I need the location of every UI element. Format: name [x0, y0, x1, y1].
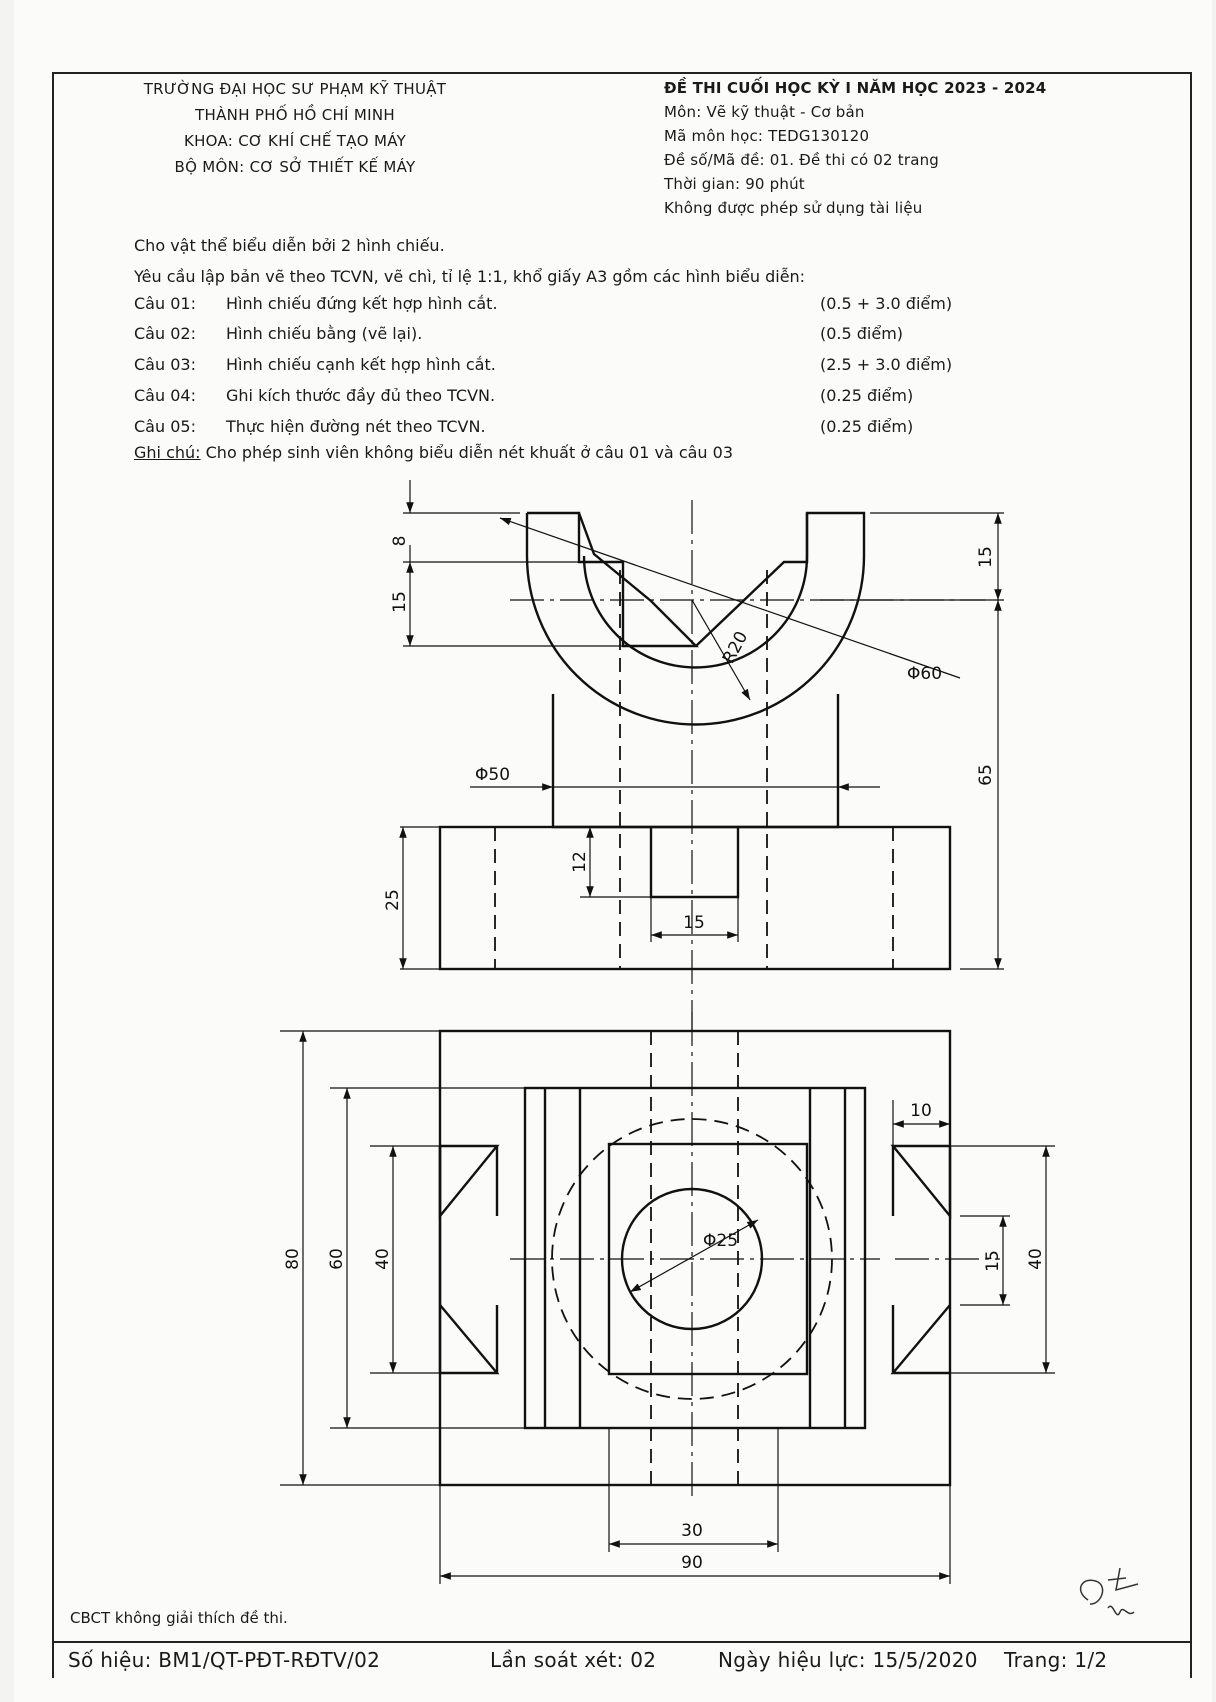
dim-40-right: 40: [1026, 1248, 1046, 1270]
top-view: [280, 1012, 1055, 1584]
question-number: Câu 03:: [134, 355, 196, 374]
question-points: (0.5 điểm): [820, 324, 904, 343]
dim-30: 30: [681, 1521, 703, 1541]
effective-date: Ngày hiệu lực: 15/5/2020: [718, 1648, 978, 1672]
dim-12: 12: [570, 851, 590, 873]
school-line: TRƯỜNG ĐẠI HỌC SƯ PHẠM KỸ THUẬT: [143, 80, 447, 98]
dim-40-left: 40: [373, 1248, 393, 1270]
paper-number: Đề số/Mã đề: 01. Đề thi có 02 trang: [664, 151, 940, 169]
materials-rule: Không được phép sử dụng tài liệu: [664, 199, 923, 217]
dim-60: 60: [327, 1248, 347, 1270]
dim-25: 25: [383, 889, 403, 911]
signature: [1068, 1560, 1158, 1640]
dim-90: 90: [681, 1553, 703, 1573]
note-label: Ghi chú:: [134, 443, 201, 462]
dim-10: 10: [910, 1101, 932, 1121]
instruction-line: Yêu cầu lập bản vẽ theo TCVN, vẽ chì, tỉ lệ 1:1, khổ giấy A3 gồm các hình biểu diễn:: [134, 267, 806, 286]
dim-15-right: 15: [976, 546, 996, 568]
dim-15-slot: 15: [683, 913, 705, 933]
question-number: Câu 01:: [134, 294, 196, 313]
faculty-line: KHOA: CƠ KHÍ CHẾ TẠO MÁY: [183, 132, 407, 150]
course-code: Mã môn học: TEDG130120: [664, 127, 870, 145]
dim-phi50: Φ50: [475, 765, 511, 785]
department-line: BỘ MÔN: CƠ SỞ THIẾT KẾ MÁY: [174, 158, 416, 176]
dim-phi25: Φ25: [703, 1231, 739, 1251]
dim-phi60: Φ60: [907, 664, 943, 684]
question-text: Thực hiện đường nét theo TCVN.: [226, 417, 486, 436]
doc-number: Số hiệu: BM1/QT-PĐT-RĐTV/02: [68, 1648, 381, 1672]
question-text: Hình chiếu đứng kết hợp hình cắt.: [226, 294, 498, 313]
question-number: Câu 02:: [134, 324, 196, 343]
front-view: [400, 480, 1004, 1030]
dim-15-upper: 15: [390, 591, 410, 613]
school-line: THÀNH PHỐ HỒ CHÍ MINH: [195, 106, 395, 124]
question-text: Ghi kích thước đầy đủ theo TCVN.: [226, 386, 496, 405]
invigilator-note: CBCT không giải thích đề thi.: [70, 1609, 288, 1627]
question-points: (0.5 + 3.0 điểm): [820, 294, 953, 313]
revision: Lần soát xét: 02: [490, 1648, 657, 1672]
dim-65: 65: [976, 764, 996, 786]
duration: Thời gian: 90 phút: [664, 175, 805, 193]
footer-rule: [52, 1641, 1190, 1643]
question-number: Câu 05:: [134, 417, 196, 436]
question-text: Hình chiếu cạnh kết hợp hình cắt.: [226, 355, 496, 374]
question-number: Câu 04:: [134, 386, 196, 405]
dim-8: 8: [390, 535, 410, 547]
dim-15-notch: 15: [983, 1250, 1003, 1272]
page-number: Trang: 1/2: [1004, 1648, 1108, 1672]
question-points: (0.25 điểm): [820, 386, 914, 405]
exam-title: ĐỀ THI CUỐI HỌC KỲ I NĂM HỌC 2023 - 2024: [664, 79, 1047, 97]
question-text: Hình chiếu bằng (vẽ lại).: [226, 324, 423, 343]
dim-r20: R20: [718, 628, 753, 668]
subject: Môn: Vẽ kỹ thuật - Cơ bản: [664, 103, 865, 121]
note-text: Cho phép sinh viên không biểu diễn nét khuất ở câu 01 và câu 03: [200, 443, 734, 462]
question-points: (2.5 + 3.0 điểm): [820, 355, 953, 374]
question-points: (0.25 điểm): [820, 417, 914, 436]
dim-80: 80: [283, 1248, 303, 1270]
instruction-line: Cho vật thể biểu diễn bởi 2 hình chiếu.: [134, 236, 445, 255]
